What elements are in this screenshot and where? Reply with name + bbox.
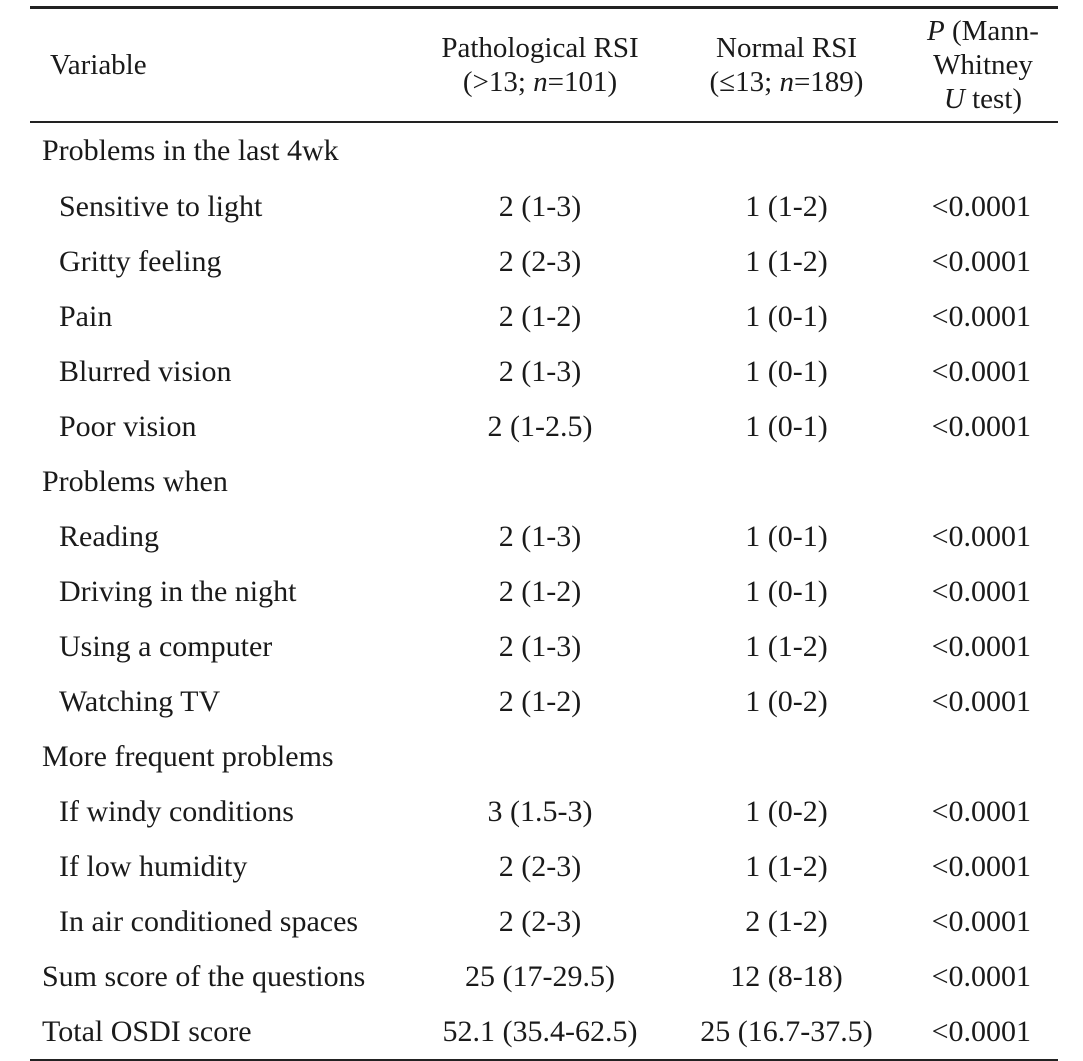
row-label: Problems in the last 4wk: [42, 134, 339, 167]
header-pathological-line1: Pathological RSI: [441, 32, 639, 64]
cell-pathological: [415, 454, 665, 509]
table-row: [30, 784, 1058, 839]
cell-p-value: [908, 123, 1058, 179]
cell-normal: 1 (0-2): [745, 684, 828, 718]
cell-pathological: 2 (1-3): [498, 629, 582, 663]
group-header-row: [30, 123, 1058, 179]
total-row: [30, 1004, 1058, 1059]
row-label: Sum score of the questions: [42, 959, 366, 993]
cell-pathological: [415, 123, 665, 179]
cell-normal: 1 (1-2): [745, 629, 828, 663]
cell-pathological: 2 (1-2): [498, 684, 582, 718]
table-row: [30, 674, 1058, 729]
cell-pathological: 2 (1-3): [498, 354, 582, 388]
cell-normal: 1 (0-1): [745, 299, 828, 333]
table-row: [30, 619, 1058, 674]
cell-normal: [665, 454, 908, 509]
cell-p-value: <0.0001: [931, 629, 1031, 663]
cell-pathological: [415, 729, 665, 784]
header-pathological-n: n: [533, 66, 548, 98]
table-row: [30, 399, 1058, 454]
table-row: [30, 179, 1058, 234]
header-p-line1: (Mann-: [944, 15, 1039, 47]
header-pathological: [415, 9, 665, 121]
table-row: [30, 289, 1058, 344]
header-normal: [665, 9, 908, 121]
cell-pathological: 2 (1-3): [498, 519, 582, 553]
cell-normal: 1 (1-2): [745, 244, 828, 278]
cell-p-value: <0.0001: [931, 519, 1031, 553]
cell-p-value: [908, 729, 1058, 784]
cell-pathological: 2 (2-3): [498, 244, 582, 278]
cell-p-value: <0.0001: [931, 904, 1031, 938]
cell-pathological: 2 (2-3): [498, 904, 582, 938]
table-row: [30, 234, 1058, 289]
header-variable-text: Variable: [50, 49, 147, 81]
cell-pathological: 25 (17-29.5): [465, 959, 615, 993]
cell-normal: [665, 729, 908, 784]
row-label: Problems when: [42, 464, 228, 498]
cell-p-value: <0.0001: [931, 849, 1031, 883]
header-p-line2: Whitney: [933, 49, 1033, 81]
cell-normal: 1 (0-1): [745, 519, 828, 553]
table-header: [30, 9, 1058, 121]
cell-normal: 1 (0-1): [745, 354, 828, 388]
cell-p-value: <0.0001: [931, 244, 1031, 278]
header-normal-pre: (≤13;: [709, 66, 780, 98]
table-body: [30, 123, 1058, 1059]
cell-normal: 12 (8-18): [730, 959, 843, 993]
cell-p-value: <0.0001: [931, 574, 1031, 608]
cell-p-value: <0.0001: [931, 189, 1031, 223]
cell-normal: [665, 123, 908, 179]
row-label: If windy conditions: [59, 794, 294, 828]
cell-p-value: <0.0001: [931, 684, 1031, 718]
row-label: Gritty feeling: [59, 244, 222, 278]
cell-pathological: 2 (1-3): [498, 189, 582, 223]
row-label: Reading: [59, 519, 159, 553]
row-label: Sensitive to light: [59, 189, 263, 223]
row-label: Driving in the night: [59, 574, 297, 608]
row-label: More frequent problems: [42, 739, 334, 773]
cell-p-value: <0.0001: [931, 299, 1031, 333]
header-normal-line1: Normal RSI: [716, 32, 857, 64]
header-variable: [30, 9, 415, 121]
cell-p-value: <0.0001: [931, 409, 1031, 443]
header-normal-n: n: [779, 66, 794, 98]
total-row: [30, 949, 1058, 1004]
cell-pathological: 52.1 (35.4-62.5): [442, 1014, 638, 1048]
cell-p-value: [908, 454, 1058, 509]
header-normal-post: =189): [793, 66, 864, 98]
header-p-value: [908, 9, 1058, 121]
row-label: Total OSDI score: [42, 1014, 252, 1048]
cell-p-value: <0.0001: [931, 354, 1031, 388]
cell-normal: 1 (0-1): [745, 574, 828, 608]
cell-pathological: 2 (1-2): [498, 299, 582, 333]
header-p-u: U: [943, 83, 965, 115]
row-label: In air conditioned spaces: [59, 904, 359, 938]
table-row: [30, 839, 1058, 894]
row-label: Poor vision: [59, 409, 197, 443]
cell-pathological: 2 (2-3): [498, 849, 582, 883]
header-p-line3: test): [964, 83, 1023, 115]
group-header-row: [30, 454, 1058, 509]
cell-pathological: 2 (1-2): [498, 574, 582, 608]
row-label: Blurred vision: [59, 354, 232, 388]
header-p-letter: P: [927, 15, 945, 47]
group-header-row: [30, 729, 1058, 784]
cell-normal: 1 (0-2): [745, 794, 828, 828]
header-pathological-post: =101): [547, 66, 618, 98]
header-pathological-pre: (>13;: [462, 66, 534, 98]
cell-normal: 1 (0-1): [745, 409, 828, 443]
cell-pathological: 2 (1-2.5): [487, 409, 593, 443]
cell-normal: 2 (1-2): [745, 904, 828, 938]
row-label: If low humidity: [59, 849, 248, 883]
data-table-body: [30, 123, 1058, 1059]
cell-p-value: <0.0001: [931, 959, 1031, 993]
cell-p-value: <0.0001: [931, 1014, 1031, 1048]
cell-normal: 1 (1-2): [745, 189, 828, 223]
cell-p-value: <0.0001: [931, 794, 1031, 828]
table-row: [30, 344, 1058, 399]
table-row: [30, 564, 1058, 619]
cell-normal: 1 (1-2): [745, 849, 828, 883]
results-table: [30, 6, 1058, 1061]
row-label: Using a computer: [59, 629, 273, 663]
data-table: [30, 9, 1058, 121]
row-label: Pain: [59, 299, 113, 333]
table-row: [30, 509, 1058, 564]
cell-pathological: 3 (1.5-3): [487, 794, 593, 828]
row-label: Watching TV: [59, 684, 221, 718]
cell-normal: 25 (16.7-37.5): [700, 1014, 873, 1048]
table-row: [30, 894, 1058, 949]
